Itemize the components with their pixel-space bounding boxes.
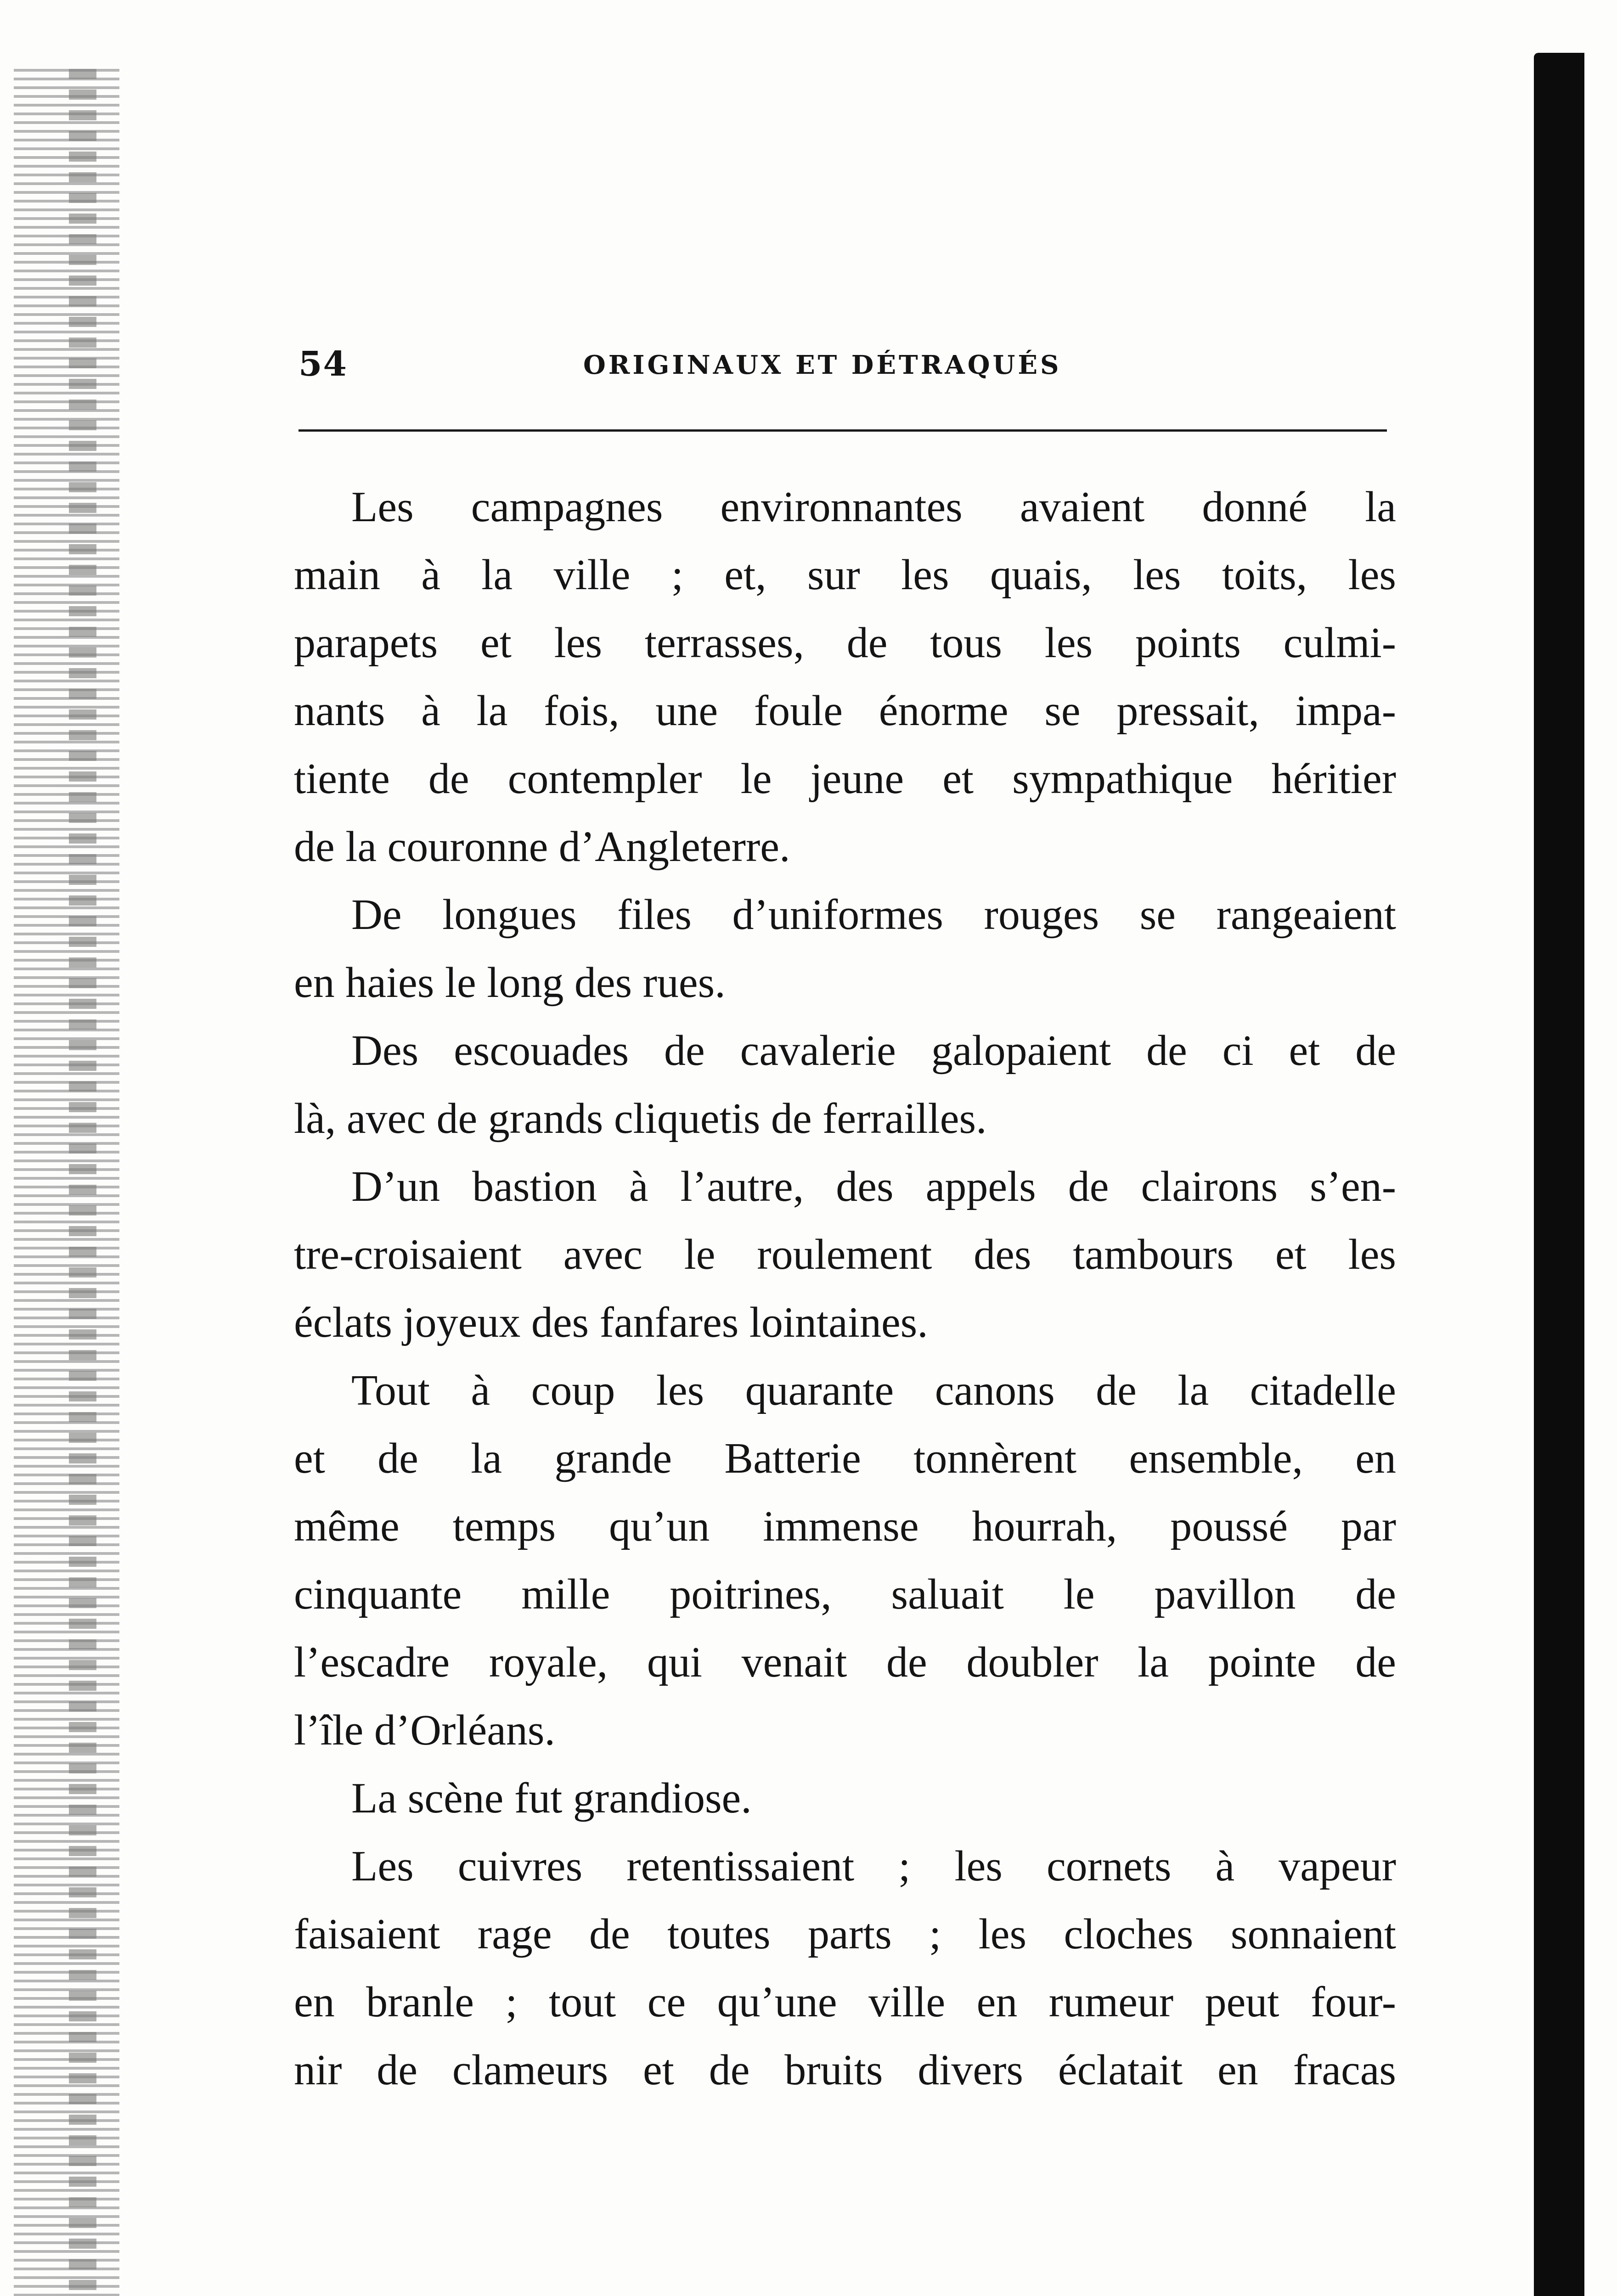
text-line: Les campagnes environnantes avaient donné la: [351, 483, 1396, 531]
page-number: 54: [299, 344, 348, 384]
text-line: l’escadre royale, qui venait de doubler la pointe de: [294, 1638, 1396, 1686]
text-line: Les cuivres retentissaient ; les cornets à vapeur: [351, 1842, 1396, 1890]
text-line: tiente de contempler le jeune et sympathique héritier: [294, 755, 1396, 803]
text-line: de la couronne d’Angleterre.: [294, 823, 790, 871]
text-line: Des escouades de cavalerie galopaient de ci et de: [351, 1027, 1396, 1075]
page-header: [299, 335, 1387, 386]
text-line: en branle ; tout ce qu’une ville en rumeur peut four-: [294, 1978, 1396, 2026]
running-head: ORIGINAUX ET DÉTRAQUÉS: [583, 350, 1062, 380]
text-line: éclats joyeux des fanfares lointaines.: [294, 1299, 928, 1346]
text-line: et de la grande Batterie tonnèrent ensemble, en: [294, 1435, 1396, 1482]
header-rule: [299, 429, 1387, 432]
text-line: là, avec de grands cliquetis de ferrailles.: [294, 1095, 987, 1142]
text-line: main à la ville ; et, sur les quais, les toits, les: [294, 551, 1396, 599]
text-line: nir de clameurs et de bruits divers éclatait en fracas: [294, 2046, 1396, 2094]
text-line: l’île d’Orléans.: [294, 1706, 556, 1754]
text-line: Tout à coup les quarante canons de la citadelle: [351, 1367, 1396, 1414]
text-line: en haies le long des rues.: [294, 959, 726, 1007]
text-line: même temps qu’un immense hourrah, poussé par: [294, 1503, 1396, 1550]
text-line: faisaient rage de toutes parts ; les cloches sonnaient: [294, 1910, 1396, 1958]
text-line: De longues files d’uniformes rouges se rangeaient: [351, 891, 1396, 939]
text-line: La scène fut grandiose.: [351, 1774, 752, 1822]
text-line: cinquante mille poitrines, saluait le pavillon de: [294, 1570, 1396, 1618]
text-line: parapets et les terrasses, de tous les points culmi-: [294, 619, 1396, 667]
scan-right-edge: [1534, 53, 1584, 2296]
scan-left-edge: [14, 69, 119, 2296]
body-text: [294, 473, 1396, 2104]
text-line: nants à la fois, une foule énorme se pressait, impa-: [294, 687, 1396, 735]
text-line: tre-croisaient avec le roulement des tambours et les: [294, 1231, 1396, 1278]
text-line: D’un bastion à l’autre, des appels de clairons s’en-: [351, 1163, 1396, 1210]
